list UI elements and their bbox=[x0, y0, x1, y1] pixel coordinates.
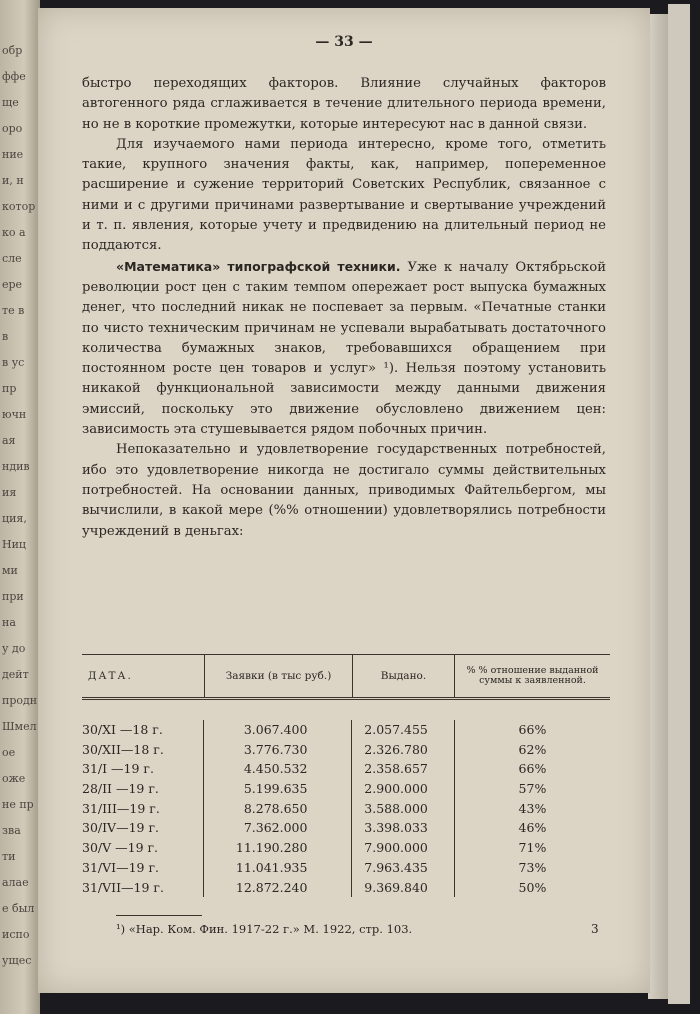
table-cell-requested: 3.776.730 bbox=[243, 741, 308, 757]
book-page bbox=[38, 8, 650, 993]
left-page-fragment: Ниц bbox=[2, 538, 26, 551]
table-cell-ratio: 66% bbox=[518, 722, 547, 737]
header-requested: Заявки (в тыс руб.) bbox=[204, 655, 352, 697]
left-page-fragment: в ус bbox=[2, 356, 25, 369]
table-cell-date: 30/XI —18 г. bbox=[82, 722, 163, 737]
left-page-fragment: ючн bbox=[2, 408, 27, 421]
table-cell-date: 28/II —19 г. bbox=[82, 781, 159, 797]
table-cell-requested: 4.450.532 bbox=[243, 761, 308, 777]
table-cell-ratio: 66% bbox=[518, 761, 547, 777]
left-page-fragment: котор bbox=[2, 200, 36, 213]
book-block-edge bbox=[668, 4, 690, 1004]
table-cell-date: 30/V —19 г. bbox=[82, 840, 159, 856]
table-cell-requested: 5.199.635 bbox=[243, 781, 308, 797]
table-cell-date: 31/III—19 г. bbox=[82, 800, 160, 816]
column-date bbox=[82, 720, 203, 897]
left-page-fragment: в bbox=[2, 330, 9, 343]
left-page-fragment: сле bbox=[2, 252, 22, 265]
left-page-fragment: испо bbox=[2, 928, 30, 941]
table-cell-ratio: 57% bbox=[518, 781, 547, 797]
section-heading: «Математика» типографской техники. bbox=[116, 258, 401, 274]
left-page-fragment: и, н bbox=[2, 174, 24, 187]
left-page-fragment: продн bbox=[2, 694, 38, 707]
left-page-fragment: ндив bbox=[2, 460, 30, 473]
left-page-fragment: ми bbox=[2, 564, 18, 577]
left-page-fragment: на bbox=[2, 616, 16, 629]
left-page-fragment: те в bbox=[2, 304, 25, 317]
table-cell-ratio: 62% bbox=[518, 741, 547, 757]
column-issued bbox=[351, 720, 453, 897]
left-page-fragment: ере bbox=[2, 278, 23, 291]
table-cell-issued: 3.588.000 bbox=[364, 800, 428, 816]
left-page-fragment: обр bbox=[2, 44, 23, 57]
left-page-fragment: Шмел bbox=[2, 720, 37, 733]
left-page-fragment: е был bbox=[2, 902, 35, 915]
table-cell-ratio: 71% bbox=[518, 840, 547, 856]
header-issued: Выдано. bbox=[352, 655, 454, 697]
table-cell-date: 30/XII—18 г. bbox=[82, 741, 164, 757]
signature-mark: 3 bbox=[591, 922, 599, 936]
table-cell-date: 30/IV—19 г. bbox=[82, 820, 159, 836]
left-page-fragment: ще bbox=[2, 96, 19, 109]
page-stack-edge bbox=[648, 14, 668, 999]
left-page-fragment: ая bbox=[2, 434, 16, 447]
table-cell-issued: 9.369.840 bbox=[364, 879, 428, 895]
table-body bbox=[82, 700, 610, 897]
table-cell-issued: 7.900.000 bbox=[364, 840, 428, 856]
table-cell-issued: 2.900.000 bbox=[364, 781, 428, 797]
table-cell-requested: 3.067.400 bbox=[243, 722, 308, 737]
paragraph-2: Для изучаемого нами периода интересно, кроме того, отметить такие, крупного значения факты, как, например, попеременное расширение и сужение территорий Советских Республик, связанное с ними и с другими причинами развертывание и свертывание учреждений и т. п. явления, которые учету и предвидению на длительный период не поддаются. bbox=[82, 136, 606, 254]
table-cell-ratio: 73% bbox=[518, 859, 547, 875]
left-page-fragment: у до bbox=[2, 642, 26, 655]
table-cell-issued: 2.057.455 bbox=[364, 722, 428, 737]
table-cell-requested: 8.278.650 bbox=[243, 800, 308, 816]
left-page-fragment: ущес bbox=[2, 954, 32, 967]
header-ratio: % % отношение выданной суммы к заявленной. bbox=[454, 655, 610, 697]
table-cell-ratio: 46% bbox=[518, 820, 547, 836]
left-page-fragment: ти bbox=[2, 850, 16, 863]
table-cell-issued: 2.326.780 bbox=[364, 741, 428, 757]
left-page-fragment: не пр bbox=[2, 798, 34, 811]
left-page-fragment: ия bbox=[2, 486, 17, 499]
table-cell-requested: 11.190.280 bbox=[235, 840, 308, 856]
left-page-fragment: зва bbox=[2, 824, 21, 837]
left-page-fragment: ние bbox=[2, 148, 24, 161]
table-cell-date: 31/VII—19 г. bbox=[82, 879, 164, 895]
table-cell-requested: 11.041.935 bbox=[235, 859, 308, 875]
table-cell-issued: 3.398.033 bbox=[364, 820, 428, 836]
header-date: ДАТА. bbox=[88, 669, 133, 682]
table-cell-date: 31/VI—19 г. bbox=[82, 859, 159, 875]
paragraph-4: Непоказательно и удовлетворение государственных потребностей, ибо это удовлетворение никогда не достигало суммы действительных потребностей. На основании данных, приводимых Файтельбергом, мы вычислили, в какой мере (%% отношении) удовлетворялись потребности учреждений в деньгах: bbox=[82, 442, 606, 539]
left-page-fragment: алае bbox=[2, 876, 29, 889]
table-cell-date: 31/I —19 г. bbox=[82, 761, 154, 777]
column-requested bbox=[203, 720, 351, 897]
table-cell-ratio: 50% bbox=[518, 879, 547, 895]
left-page-fragment: пр bbox=[2, 382, 17, 395]
left-page-fragment: дейт bbox=[2, 668, 29, 681]
left-page-fragment: ция, bbox=[2, 512, 27, 525]
left-page-fragment: при bbox=[2, 590, 24, 603]
table-cell-issued: 2.358.657 bbox=[364, 761, 428, 777]
table-cell-requested: 12.872.240 bbox=[235, 879, 308, 895]
left-page-fragment: оро bbox=[2, 122, 23, 135]
table-cell-ratio: 43% bbox=[518, 800, 547, 816]
table-header bbox=[82, 655, 610, 700]
body-text bbox=[82, 74, 606, 542]
table-cell-requested: 7.362.000 bbox=[243, 820, 308, 836]
paragraph-1: быстро переходящих факторов. Влияние случайных факторов автогенного ряда сглаживается в течение длительного периода времени, но не в короткие промежутки, которые интересуют нас в данной связи. bbox=[82, 76, 606, 132]
column-ratio bbox=[454, 720, 610, 897]
left-page-fragment: ое bbox=[2, 746, 16, 759]
section-text: Уже к началу Октябрьской революции рост цен с таким темпом опережает рост выпуска бумажных денег, что последний никак не поспевает за первым. «Печатные станки по чисто техническим причинам не успевали вырабатывать достаточного количества бумажных знаков, требовавшихся обращением при постоянном росте цен товаров и услуг» ¹). Нельзя поэтому установить никакой функциональной зависимости между данными движения эмиссий, поскольку это движение обусловлено движением цен: зависимость эта стушевывается рядом побочных причин. bbox=[82, 259, 606, 438]
paragraph-3 bbox=[82, 257, 606, 441]
table-cell-issued: 7.963.435 bbox=[364, 859, 428, 875]
left-page-fragment: ко а bbox=[2, 226, 26, 239]
left-page-fragment: ффе bbox=[2, 70, 26, 83]
data-table bbox=[82, 654, 610, 897]
left-page-edge bbox=[0, 0, 40, 1014]
footnote-rule bbox=[116, 915, 202, 916]
footnote: ¹) «Нар. Ком. Фин. 1917-22 г.» М. 1922, стр. 103. bbox=[116, 922, 413, 936]
left-page-fragment: оже bbox=[2, 772, 26, 785]
page-number: — 33 — bbox=[315, 34, 373, 50]
